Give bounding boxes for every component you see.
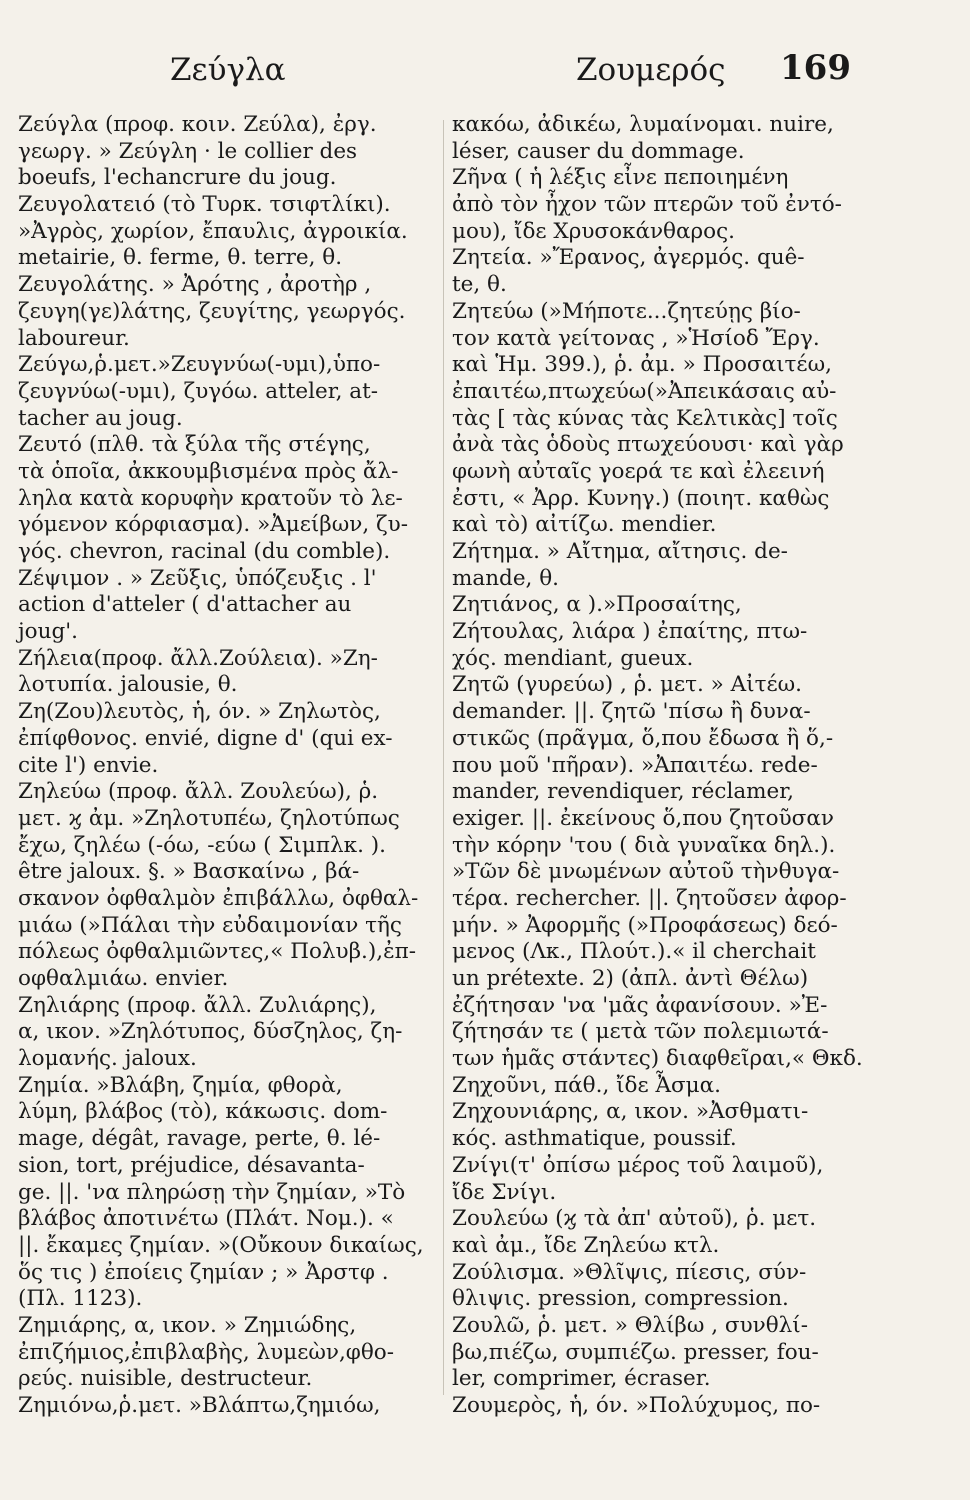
text-line: ὅς τις ) ἐποίεις ζημίαν ; » Ἀρστφ . bbox=[18, 1259, 389, 1285]
text-line: Ζευγολάτης. » Ἀρότης , ἀροτὴρ , bbox=[18, 272, 372, 298]
text-line: σκανον ὀφθαλμὸν ἐπιβάλλω, ὀφθαλ- bbox=[18, 885, 419, 911]
text-line: βλάβος ἀποτινέτω (Πλάτ. Νομ.). « bbox=[18, 1206, 394, 1232]
text-line: ληλα κατὰ κορυφὴν κρατοῦν τὸ λε- bbox=[18, 485, 403, 511]
text-line: κακόω, ἀδικέω, λυμαίνομαι. nuire, bbox=[452, 112, 834, 137]
text-line: Ζηλιάρης (προφ. ἄλλ. Ζυλιάρης), bbox=[18, 992, 377, 1018]
text-line: Ζημιάρης, α, ικον. » Ζημιώδης, bbox=[18, 1312, 357, 1338]
text-line: ler, comprimer, écraser. bbox=[452, 1366, 711, 1392]
text-line: Ζουμερὸς, ἡ, όν. »Πολύχυμος, πο- bbox=[452, 1393, 821, 1418]
text-line: Ζευγολατειό (τὸ Τυρκ. τσιφτλίκι). bbox=[18, 192, 391, 218]
text-line: καὶ Ἡμ. 399.), ῥ. ἀμ. » Προσαιτέω, bbox=[452, 352, 832, 378]
text-line: Ζητεύω (»Μήποτε...ζητεύῃς βίο- bbox=[452, 298, 801, 324]
header-right-word: Ζουμερός bbox=[576, 52, 726, 88]
text-line: στικῶς (πρᾶγμα, ὅ,που ἔδωσα ἢ ὅ,- bbox=[452, 725, 834, 751]
text-line: Ζηχοῦνι, πάθ., ἴδε Ἆσμα. bbox=[452, 1072, 722, 1098]
text-line: α, ικον. »Ζηλότυπος, δύσζηλος, ζη- bbox=[18, 1019, 403, 1045]
column-divider bbox=[443, 120, 444, 1395]
text-line: mande, θ. bbox=[452, 565, 559, 591]
text-line: τον κατὰ γείτονας , »Ἡσίοδ Ἔργ. bbox=[452, 325, 820, 351]
text-line: tacher au joug. bbox=[18, 405, 183, 431]
text-line: être jaloux. §. » Βασκαίνω , βά- bbox=[18, 859, 360, 885]
text-line: ἀπὸ τὸν ἦχον τῶν πτερῶν τοῦ ἐντό- bbox=[452, 192, 842, 218]
text-line: κός. asthmatique, poussif. bbox=[452, 1126, 737, 1152]
text-line: action d'atteler ( d'attacher au bbox=[18, 592, 352, 618]
page-number: 169 bbox=[780, 48, 851, 88]
text-line: λομανής. jaloux. bbox=[18, 1046, 197, 1072]
text-line: Ζῆνα ( ἡ λέξις εἶνε πεποιημένη bbox=[452, 165, 789, 191]
text-line: mage, dégât, ravage, perte, θ. lé- bbox=[18, 1126, 381, 1152]
text-line: ζευγη(γε)λάτης, ζευγίτης, γεωργός. bbox=[18, 298, 406, 324]
text-line: ρεύς. nuisible, destructeur. bbox=[18, 1366, 313, 1392]
text-line: Ζητεία. »Ἔρανος, ἀγερμός. quê- bbox=[452, 245, 805, 271]
text-line: των ἡμᾶς στάντες) διαφθεῖραι,« Θκδ. bbox=[452, 1046, 863, 1072]
text-line: Ζουλῶ, ῥ. μετ. » Θλίβω , συνθλί- bbox=[452, 1312, 808, 1338]
text-line: Ζευτό (πλθ. τὰ ξύλα τῆς στέγης, bbox=[18, 432, 371, 458]
text-line: Ζούλισμα. »Θλῖψις, πίεσις, σύν- bbox=[452, 1259, 807, 1285]
text-line: χός. mendiant, gueux. bbox=[452, 645, 694, 671]
text-line: mander, revendiquer, réclamer, bbox=[452, 779, 794, 805]
text-line: un prétexte. 2) (ἀπλ. ἀντὶ Θέλω) bbox=[452, 966, 809, 991]
text-line: τὴν κόρην 'του ( διὰ γυναῖκα δηλ.). bbox=[452, 832, 836, 858]
text-line: ἐζήτησαν 'να 'μᾶς ἀφανίσουν. »Ἐ- bbox=[452, 992, 828, 1018]
text-line: laboureur. bbox=[18, 325, 130, 351]
text-line: Ζηλεύω (προφ. ἄλλ. Ζουλεύω), ῥ. bbox=[18, 779, 379, 805]
text-line: Ζητῶ (γυρεύω) , ῥ. μετ. » Αἰτέω. bbox=[452, 672, 802, 698]
text-line: γός. chevron, racinal (du comble). bbox=[18, 539, 391, 564]
text-line: οφθαλμιάω. envier. bbox=[18, 966, 229, 991]
text-line: μενος (Λκ., Πλούτ.).« il cherchait bbox=[452, 939, 816, 965]
text-line: »Τῶν δὲ μνωμένων αὐτοῦ τὴνθυγα- bbox=[452, 859, 840, 885]
text-line: Ζουλεύω (ϗ τὰ ἀπ' αὐτοῦ), ῥ. μετ. bbox=[452, 1206, 817, 1232]
text-line: πόλεως ὀφθαλμιῶντες,« Πολυβ.),ἐπ- bbox=[18, 939, 417, 965]
text-line: joug'. bbox=[18, 619, 78, 645]
text-line: demander. ||. ζητῶ 'πίσω ἢ δυνα- bbox=[452, 699, 811, 725]
text-line: »Ἀγρὸς, χωρίον, ἔπαυλις, ἀγροικία. bbox=[18, 218, 408, 244]
text-line: ζευγνύω(-υμι), ζυγόω. atteler, at- bbox=[18, 378, 379, 404]
text-line: καὶ τὸ) αἰτίζω. mendier. bbox=[452, 512, 717, 538]
text-line: τὰ ὁποῖα, ἀκκουμβισμένα πρὸς ἄλ- bbox=[18, 458, 399, 484]
text-line: Ζεύγω,ῥ.μετ.»Ζευγνύω(-υμι),ὑπο- bbox=[18, 352, 381, 378]
header-left-word: Ζεύγλα bbox=[170, 52, 286, 88]
text-line: γόμενον κόρφιασμα). »Ἀμείβων, ζυ- bbox=[18, 512, 408, 538]
text-line: boeufs, l'echancrure du joug. bbox=[18, 165, 337, 191]
text-line: ἔχω, ζηλέω (-όω, -εύω ( Σιμπλκ. ). bbox=[18, 832, 386, 858]
text-line: ||. ἔκαμες ζημίαν. »(Οὔκουν δικαίως, bbox=[18, 1232, 424, 1258]
right-column bbox=[452, 112, 872, 1420]
text-line: metairie, θ. ferme, θ. terre, θ. bbox=[18, 245, 343, 271]
text-line: φωνὴ αὐταῖς γοερά τε καὶ ἐλεεινή bbox=[452, 458, 825, 484]
text-line: Ζημιόνω,ῥ.μετ. »Βλάπτω,ζημιόω, bbox=[18, 1393, 381, 1418]
left-column bbox=[18, 112, 438, 1420]
text-line: τὰς [ τὰς κύνας τὰς Κελτικὰς] τοῖς bbox=[452, 405, 838, 431]
running-header bbox=[0, 48, 970, 102]
text-line: γεωργ. » Ζεύγλη · le collier des bbox=[18, 138, 358, 164]
text-line: sion, tort, préjudice, désavanta- bbox=[18, 1152, 365, 1178]
text-line: cite l') envie. bbox=[18, 752, 159, 778]
text-line: λύμη, βλάβος (τὸ), κάκωσις. dom- bbox=[18, 1099, 388, 1125]
text-line: (Πλ. 1123). bbox=[18, 1286, 143, 1312]
text-line: Ζήτημα. » Αἴτημα, αἴτησις. de- bbox=[452, 539, 788, 564]
text-line: Ζήτουλας, λιάρα ) ἐπαίτης, πτω- bbox=[452, 619, 808, 645]
text-line: Ζήλεια(προφ. ἄλλ.Ζούλεια). »Ζη- bbox=[18, 645, 378, 671]
text-line: Ζητιάνος, α ).»Προσαίτης, bbox=[452, 592, 742, 618]
text-line: ἀνὰ τὰς ὁδοὺς πτωχεύουσι· καὶ γὰρ bbox=[452, 432, 844, 458]
text-line: λοτυπία. jalousie, θ. bbox=[18, 672, 238, 698]
text-line: ἐστι, « Ἀρρ. Κυνηγ.) (ποιητ. καθὼς bbox=[452, 485, 830, 511]
text-line: μου), ἴδε Χρυσοκάνθαρος. bbox=[452, 218, 735, 244]
text-line: βω,πιέζω, συμπιέζω. presser, fou- bbox=[452, 1339, 819, 1365]
text-line: te, θ. bbox=[452, 272, 507, 298]
text-line: καὶ ἀμ., ἴδε Ζηλεύω κτλ. bbox=[452, 1232, 720, 1258]
text-line: ζήτησάν τε ( μετὰ τῶν πολεμιωτά- bbox=[452, 1019, 829, 1045]
text-line: μήν. » Ἀφορμῆς (»Προφάσεως) δεό- bbox=[452, 912, 838, 938]
text-line: μιάω (»Πάλαι τὴν εὐδαιμονίαν τῆς bbox=[18, 912, 402, 938]
text-line: Ζημία. »Βλάβη, ζημία, φθορὰ, bbox=[18, 1072, 343, 1098]
text-line: τέρα. rechercher. ||. ζητοῦσεν ἀφορ- bbox=[452, 885, 847, 911]
text-line: Ζέψιμον . » Ζεῦξις, ὑπόζευξις . l' bbox=[18, 565, 377, 591]
text-line: Ζεύγλα (προφ. κοιν. Ζεύλα), ἐργ. bbox=[18, 112, 377, 137]
text-line: ἐπιζήμιος,ἐπιβλαβὴς, λυμεὼν,φθο- bbox=[18, 1339, 394, 1365]
text-line: Ζνίγι(τ' ὀπίσω μέρος τοῦ λαιμοῦ), bbox=[452, 1152, 824, 1178]
text-line: léser, causer du dommage. bbox=[452, 138, 745, 164]
text-line: exiger. ||. ἐκείνους ὅ,που ζητοῦσαν bbox=[452, 805, 834, 831]
text-line: ge. ||. 'να πληρώσῃ τὴν ζημίαν, »Τὸ bbox=[18, 1179, 406, 1205]
text-line: Ζηχουνιάρης, α, ικον. »Ἀσθματι- bbox=[452, 1099, 809, 1125]
text-line: θλιψις. pression, compression. bbox=[452, 1286, 789, 1312]
text-line: ἐπίφθονος. envié, digne d' (qui ex- bbox=[18, 725, 393, 751]
text-line: μετ. ϗ ἀμ. »Ζηλοτυπέω, ζηλοτύπως bbox=[18, 805, 400, 831]
text-line: ἐπαιτέω,πτωχεύω(»Ἀπεικάσαις αὐ- bbox=[452, 378, 837, 404]
text-line: ἴδε Σνίγι. bbox=[452, 1179, 557, 1205]
text-line: που μοῦ 'πῆραν). »Ἀπαιτέω. rede- bbox=[452, 752, 818, 778]
text-line: Ζη(Ζου)λευτὸς, ἡ, όν. » Ζηλωτὸς, bbox=[18, 699, 381, 725]
